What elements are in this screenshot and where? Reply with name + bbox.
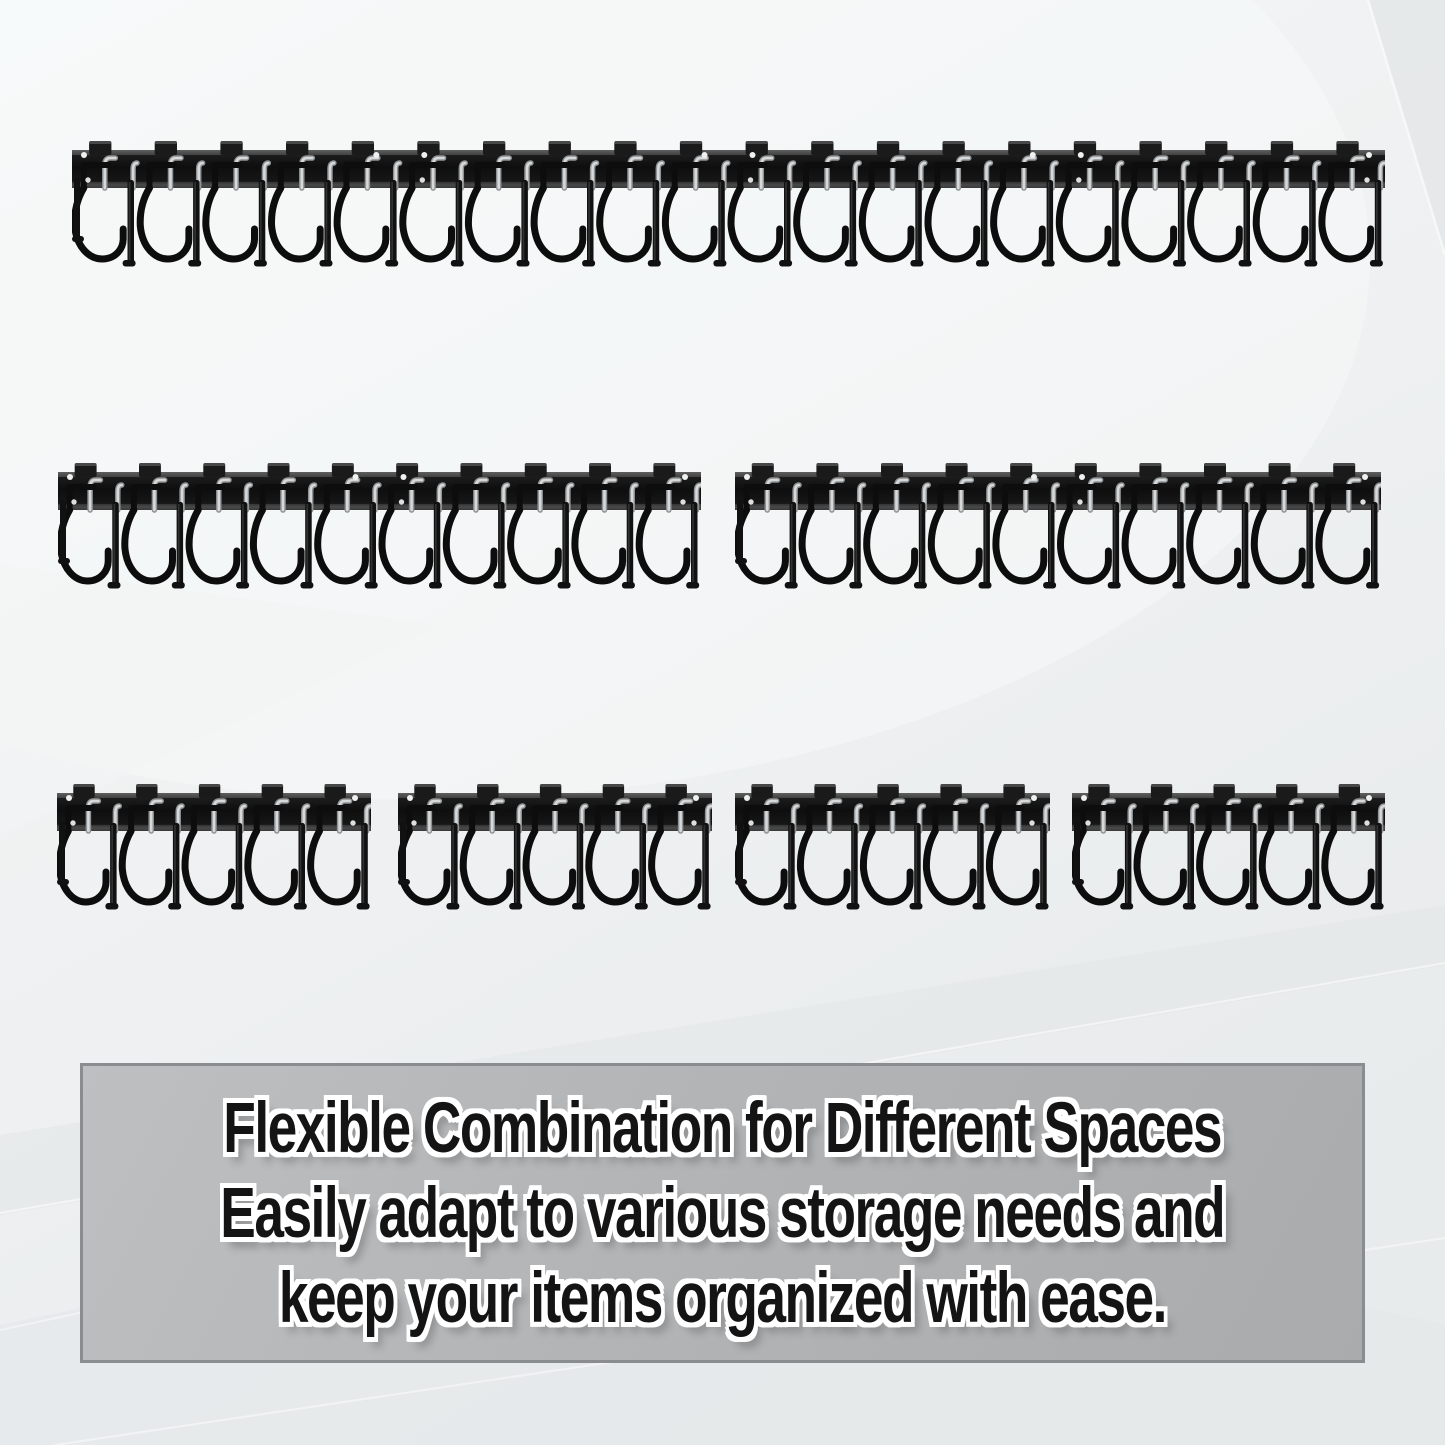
tool-rack xyxy=(58,460,701,592)
caption-line-2: Easily adapt to various storage needs and xyxy=(220,1173,1225,1253)
tool-rack xyxy=(398,781,712,913)
tool-rack xyxy=(57,781,371,913)
tool-rack xyxy=(735,460,1381,592)
tool-rack xyxy=(72,138,1385,270)
caption-line-1: Flexible Combination for Different Spaces xyxy=(223,1088,1222,1168)
caption-box xyxy=(80,1063,1365,1363)
tool-rack xyxy=(735,781,1050,913)
tool-rack xyxy=(1072,781,1385,913)
caption-line-3: keep your items organized with ease. xyxy=(278,1258,1167,1338)
